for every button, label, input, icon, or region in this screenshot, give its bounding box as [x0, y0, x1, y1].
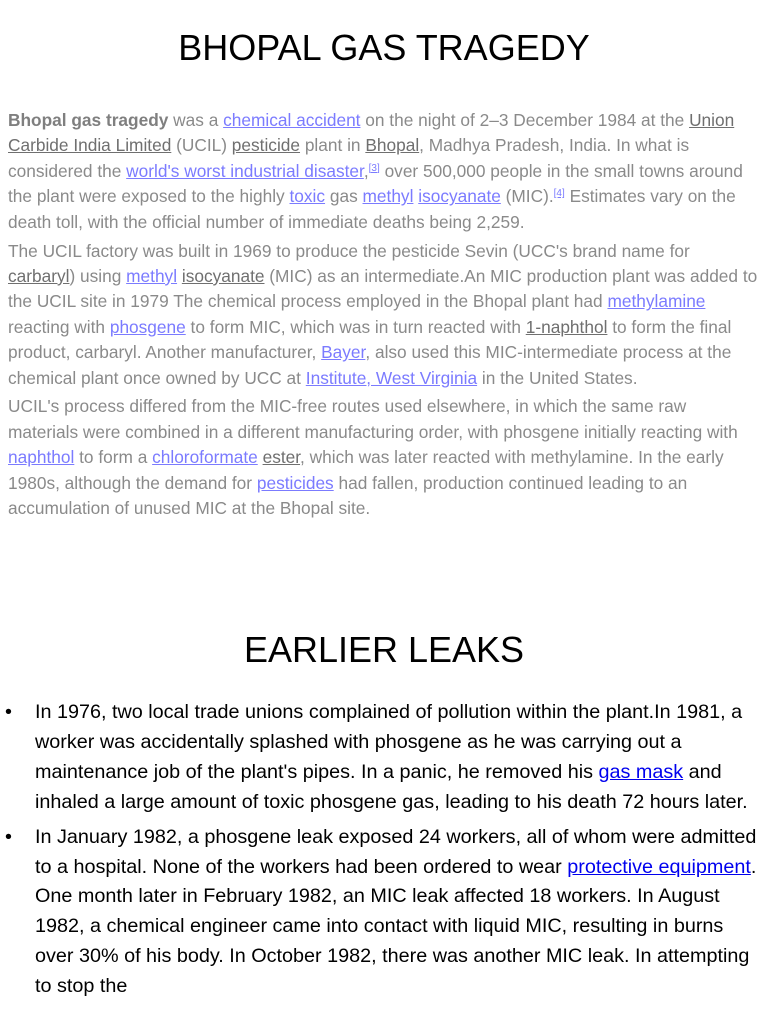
link-pesticide[interactable]: pesticide: [231, 135, 301, 156]
text-run: , also used this MIC-intermediate process at the chemical plant once owned by UCC at: [8, 342, 732, 388]
text-run: (UCIL): [171, 135, 232, 156]
text-run: and inhaled a large amount of toxic phosgene gas, leading to his death 72 hours later.: [35, 760, 748, 813]
link-bayer[interactable]: Bayer: [321, 342, 366, 363]
text-run: . One month later in February 1982, an MIC leak affected 18 workers. In August 1982, a chemical engineer came into contact with liquid MIC, resulting in burns over 30% of his body. In October 1982, there was another MIC leak. In attempting to stop the: [35, 855, 757, 998]
list-item: [0, 698, 768, 818]
page-title: BHOPAL GAS TRAGEDY: [178, 27, 590, 68]
text-run: ) using: [69, 265, 127, 286]
bold-term: Bhopal gas tragedy: [8, 110, 169, 130]
text-run: The UCIL factory was built in 1969 to produce the pesticide Sevin (UCC's brand name for: [8, 240, 690, 261]
text-run: to form the final product, carbaryl. Another manufacturer,: [8, 316, 732, 363]
text-run: Estimates vary on the death toll, with the official number of immediate deaths being 2,259.: [8, 186, 736, 232]
link-chemical-accident[interactable]: chemical accident: [223, 110, 361, 130]
text-run: on the night of 2–3 December 1984 at the: [360, 110, 690, 130]
link-isocyanate[interactable]: isocyanate: [181, 265, 265, 286]
section-title: EARLIER LEAKS: [243, 629, 525, 670]
list-item: [0, 823, 768, 1002]
reference-3[interactable]: [3]: [368, 162, 380, 174]
link-chloroformate[interactable]: chloroformate: [152, 447, 258, 468]
text-run: was a: [168, 110, 224, 130]
reference-4[interactable]: [4]: [553, 188, 565, 200]
bullet-icon: •: [5, 825, 12, 848]
text-run: to form a: [74, 447, 153, 468]
text-run: had fallen, production continued leading to an accumulation of unused MIC at the Bhopal site.: [8, 472, 688, 519]
text-run: , which was later reacted with methylamine. In the early 1980s, although the demand for: [8, 447, 724, 493]
text-run: , Madhya Pradesh, India. In what is considered the: [8, 135, 690, 181]
link-naphthol[interactable]: naphthol: [8, 447, 75, 468]
link-pesticides[interactable]: pesticides: [256, 472, 334, 493]
link-1-naphthol[interactable]: 1-naphthol: [525, 316, 608, 337]
link-isocyanate[interactable]: isocyanate: [418, 186, 501, 207]
link-union-carbide[interactable]: Union Carbide India Limited: [8, 110, 735, 156]
link-bhopal[interactable]: Bhopal: [365, 135, 420, 156]
text-run: over 500,000 people in the small towns around the plant were exposed to the highly: [8, 160, 743, 207]
text-run: (MIC) as an intermediate.An MIC production plant was added to the UCIL site in 1979 The chemical process employed in the Bhopal plant had: [8, 265, 758, 312]
link-ester[interactable]: ester: [262, 447, 301, 468]
text-run: to form MIC, which was in turn reacted with: [185, 316, 526, 337]
link-protective-equipment[interactable]: protective equipment: [567, 855, 751, 878]
link-methylamine[interactable]: methylamine: [607, 291, 706, 312]
text-run: In January 1982, a phosgene leak exposed 24 workers, all of whom were admitted to a hospital. None of the workers had been ordered to wear: [35, 825, 757, 878]
intro-text: [8, 108, 760, 525]
link-toxic[interactable]: toxic: [289, 186, 326, 207]
paragraph-process: [8, 394, 760, 521]
link-worst-industrial-disaster[interactable]: world's worst industrial disaster: [126, 160, 364, 181]
text-run: gas: [325, 186, 363, 207]
text-run: plant in: [300, 135, 366, 156]
paragraph-factory: [8, 239, 760, 391]
link-carbaryl[interactable]: carbaryl: [8, 265, 70, 286]
paragraph-overview: [8, 108, 760, 235]
text-run: (MIC).: [500, 186, 554, 207]
text-run: ,: [363, 160, 369, 181]
link-phosgene[interactable]: phosgene: [109, 316, 186, 337]
bullet-list: [0, 698, 768, 1007]
text-run: UCIL's process differed from the MIC-free routes used elsewhere, in which the same raw materials were combined in a different manufacturing order, with phosgene initially reacting with: [8, 396, 738, 442]
link-institute-west-virginia[interactable]: Institute, West Virginia: [305, 367, 478, 388]
text-run: in the United States.: [477, 367, 638, 388]
link-gas-mask[interactable]: gas mask: [598, 760, 684, 783]
text-run: In 1976, two local trade unions complained of pollution within the plant.In 1981, a worker was accidentally splashed with phosgene as he was carrying out a maintenance job of the plant's pipes. In a panic, he removed his: [35, 701, 743, 783]
link-methyl[interactable]: methyl: [126, 265, 178, 286]
text-run: reacting with: [8, 316, 110, 337]
link-methyl[interactable]: methyl: [362, 186, 414, 207]
bullet-icon: •: [5, 701, 12, 723]
